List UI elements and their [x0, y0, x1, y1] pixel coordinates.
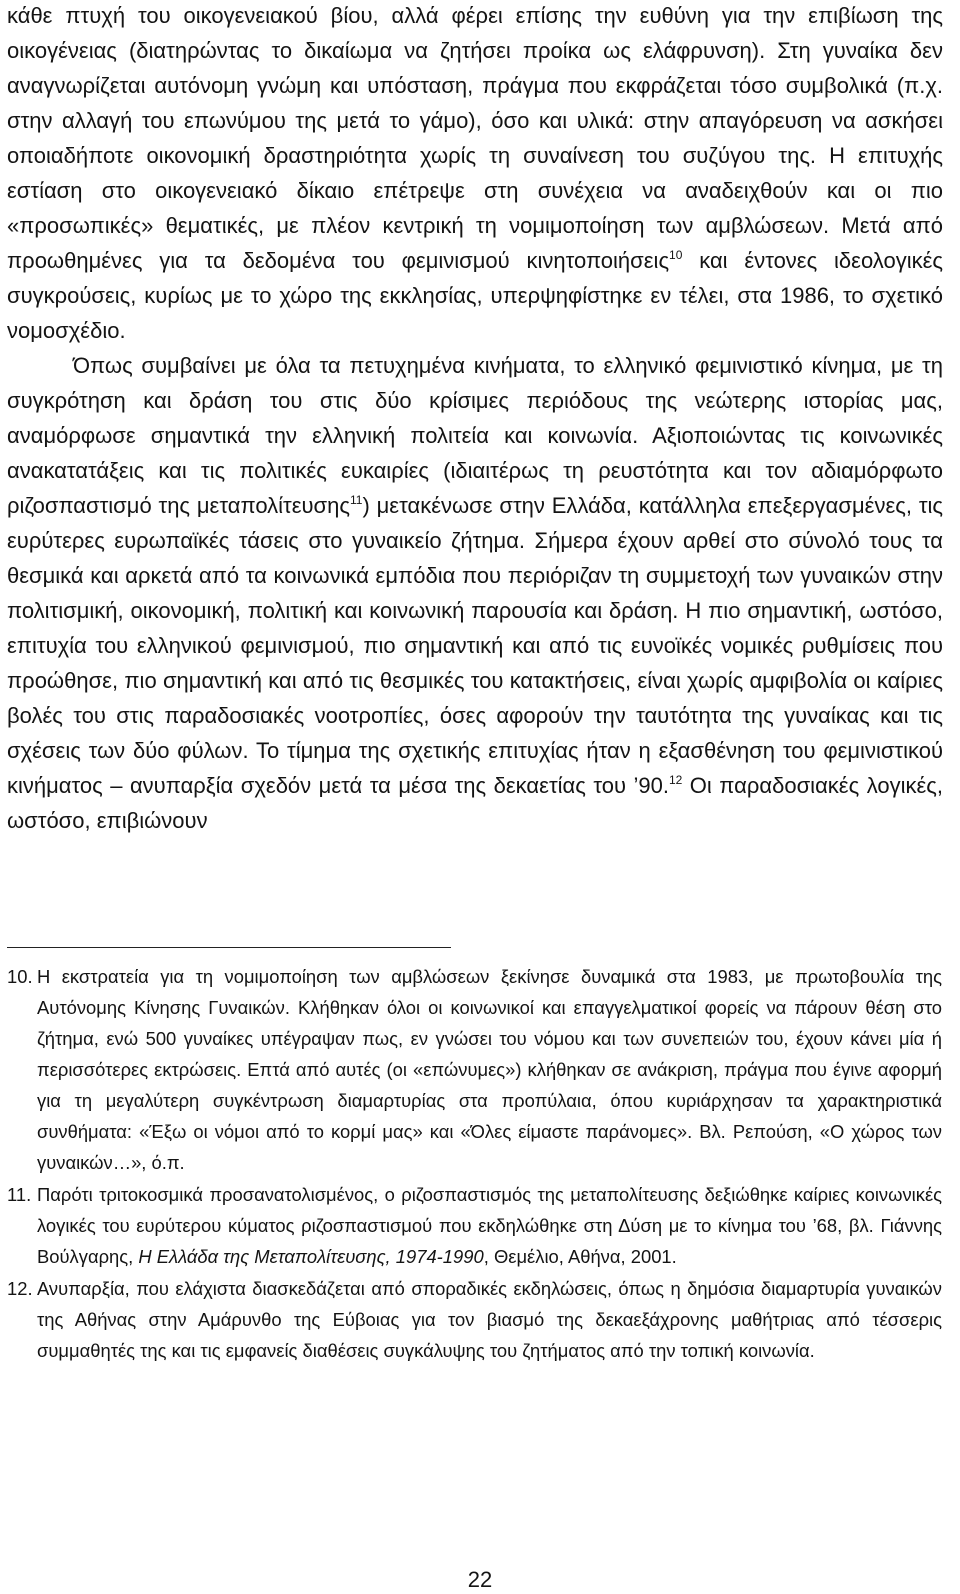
body-paragraph: [7, 0, 943, 348]
footnote-11: [7, 1179, 942, 1272]
paragraph-text: Οι παραδοσιακές λογικές, ωστόσο, επιβιώνουν: [7, 773, 944, 833]
footnote-10: [7, 961, 942, 1178]
footnote-number: 12.: [7, 1278, 33, 1299]
footnote-text: Ανυπαρξία, που ελάχιστα διασκεδάζεται από σποραδικές εκδηλώσεις, όπως η δημόσια διαμαρτυρία γυναικών της Αθήνας στην Αμάρυνθο της Εύβοιας για τον βιασμό της δεκαεξάχρονης μαθήτριας από τέσσερις συμμαθητές της και τις εμφανείς διαθέσεις συγκάλυψης του ζητήματος από την τοπική κοινωνία.: [37, 1278, 942, 1361]
footnote-ref-12[interactable]: 12: [668, 773, 683, 787]
paragraph-text: και έντονες ιδεολογικές συγκρούσεις, κυρίως με το χώρο της εκκλησίας, υπερψηφίστηκε εν τέλει, στα 1986, το σχετικό νομοσχέδιο.: [7, 248, 943, 343]
page-body: [7, 0, 943, 838]
footnote-number: 11.: [7, 1184, 32, 1205]
footnote-number: 10.: [7, 966, 33, 987]
footnote-ref-10[interactable]: 10: [669, 248, 683, 262]
footnote-12: [7, 1273, 942, 1366]
body-paragraph: [7, 348, 943, 838]
footnotes: [7, 961, 942, 1366]
page-number: 22: [467, 1567, 493, 1592]
paragraph-text: Όπως συμβαίνει με όλα τα πετυχημένα κινήματα, το ελληνικό φεμινιστικό κίνημα, με τη συγκρότηση και δράση του στις δύο κρίσιμες περιόδους της νεώτερης ιστορίας μας, αναμόρφωσε σημαντικά την ελληνική πολιτεία και κοινωνία. Αξιοποιώντας τις κοινωνικές ανακατατάξεις και τις πολιτικές ευκαιρίες (ιδιαιτέρως τη ρευστότητα και τον αδιαμόρφωτο ριζοσπαστισμό της μεταπολίτευσης: [7, 353, 943, 518]
book-title: Η Ελλάδα της Μεταπολίτευσης, 1974-1990: [138, 1246, 484, 1267]
footnote-separator: [7, 947, 451, 948]
paragraph-text: ) μετακένωσε στην Ελλάδα, κατάλληλα επεξεργασμένες, τις ευρύτερες ευρωπαϊκές τάσεις στο γυναικείο ζήτημα. Σήμερα έχουν αρθεί στο σύνολό τους τα θεσμικά και αρκετά από τα κοινωνικά εμπόδια που περιόριζαν τη συμμετοχή των γυναικών στην πολιτισμική, οικονομική, πολιτική και κοινωνική παρουσία και δράση. Η πιο σημαντική, ωστόσο, επιτυχία του ελληνικού φεμινισμού, πιο σημαντική και από τις ευνοϊκές νομικές ρυθμίσεις που προώθησε, πιο σημαντική και από τις θεσμικές του κατακτήσεις, είναι χωρίς αμφιβολία οι καίριες βολές του στις παραδοσιακές νοοτροπίες, όσες αφορούν την ταυτότητα της γυναίκας και τις σχέσεις των δύο φύλων. Το τίμημα της σχετικής επιτυχίας ήταν η εξασθένηση του φεμινιστικού κινήματος – ανυπαρξία σχεδόν μετά τα μέσα της δεκαετίας του ’90.: [7, 493, 943, 798]
footnote-text-part: Παρότι τριτοκοσμικά προσανατολισμένος, ο ριζοσπαστισμός της μεταπολίτευσης δεξιώθηκε καίριες κοινωνικές λογικές του ευρύτερου κύματος ριζοσπαστισμού που εκδηλώθηκε στη Δύση με το κίνημα του ’68, βλ. Γιάννης Βούλγαρης,: [37, 1184, 942, 1267]
footnote-text: Η εκστρατεία για τη νομιμοποίηση των αμβλώσεων ξεκίνησε δυναμικά στα 1983, με πρωτοβουλία της Αυτόνομης Κίνησης Γυναικών. Κλήθηκαν όλοι οι κοινωνικοί και επαγγελματικοί φορείς να πάρουν θέση στο ζήτημα, ενώ 500 γυναίκες υπέγραψαν πως, εν γνώσει του νόμου και των συνεπειών του, έχουν κάνει μία ή περισσότερες εκτρώσεις. Επτά από αυτές (οι «επώνυμες») κλήθηκαν σε ανάκριση, πράγμα που έγινε αφορμή για τη μεγαλύτερη συγκέντρωση διαμαρτυρίας στα προπύλαια, όπου κυριάρχησαν τα χαρακτηριστικά συνθήματα: «Έξω οι νόμοι από το κορμί μας» και «Όλες είμαστε παράνομες». Βλ. Ρεπούση, «Ο χώρος των γυναικών…», ό.π.: [37, 966, 942, 1173]
paragraph-text: κάθε πτυχή του οικογενειακού βίου, αλλά φέρει επίσης την ευθύνη για την επιβίωση της οικογένειας (διατηρώντας το δικαίωμα να ζητήσει προίκα ως ελάφρυνση). Στη γυναίκα δεν αναγνωρίζεται αυτόνομη γνώμη και υπόσταση, πράγμα που εκφράζεται τόσο συμβολικά (π.χ. στην αλλαγή του επωνύμου της μετά το γάμο), όσο και υλικά: στην απαγόρευση να ασκήσει οποιαδήποτε οικονομική δραστηριότητα χωρίς τη συναίνεση του συζύγου της. Η επιτυχής εστίαση στο οικογενειακό δίκαιο επέτρεψε στη συνέχεια να αναδειχθούν και οι πιο «προσωπικές» θεματικές, με πλέον κεντρική τη νομιμοποίηση των αμβλώσεων. Μετά από προωθημένες για τα δεδομένα του φεμινισμού κινητοποιήσεις: [7, 3, 943, 273]
footnote-text: [37, 1179, 942, 1272]
footnote-ref-11[interactable]: 11: [349, 493, 363, 507]
footnote-text-part: , Θεμέλιο, Αθήνα, 2001.: [483, 1246, 677, 1267]
